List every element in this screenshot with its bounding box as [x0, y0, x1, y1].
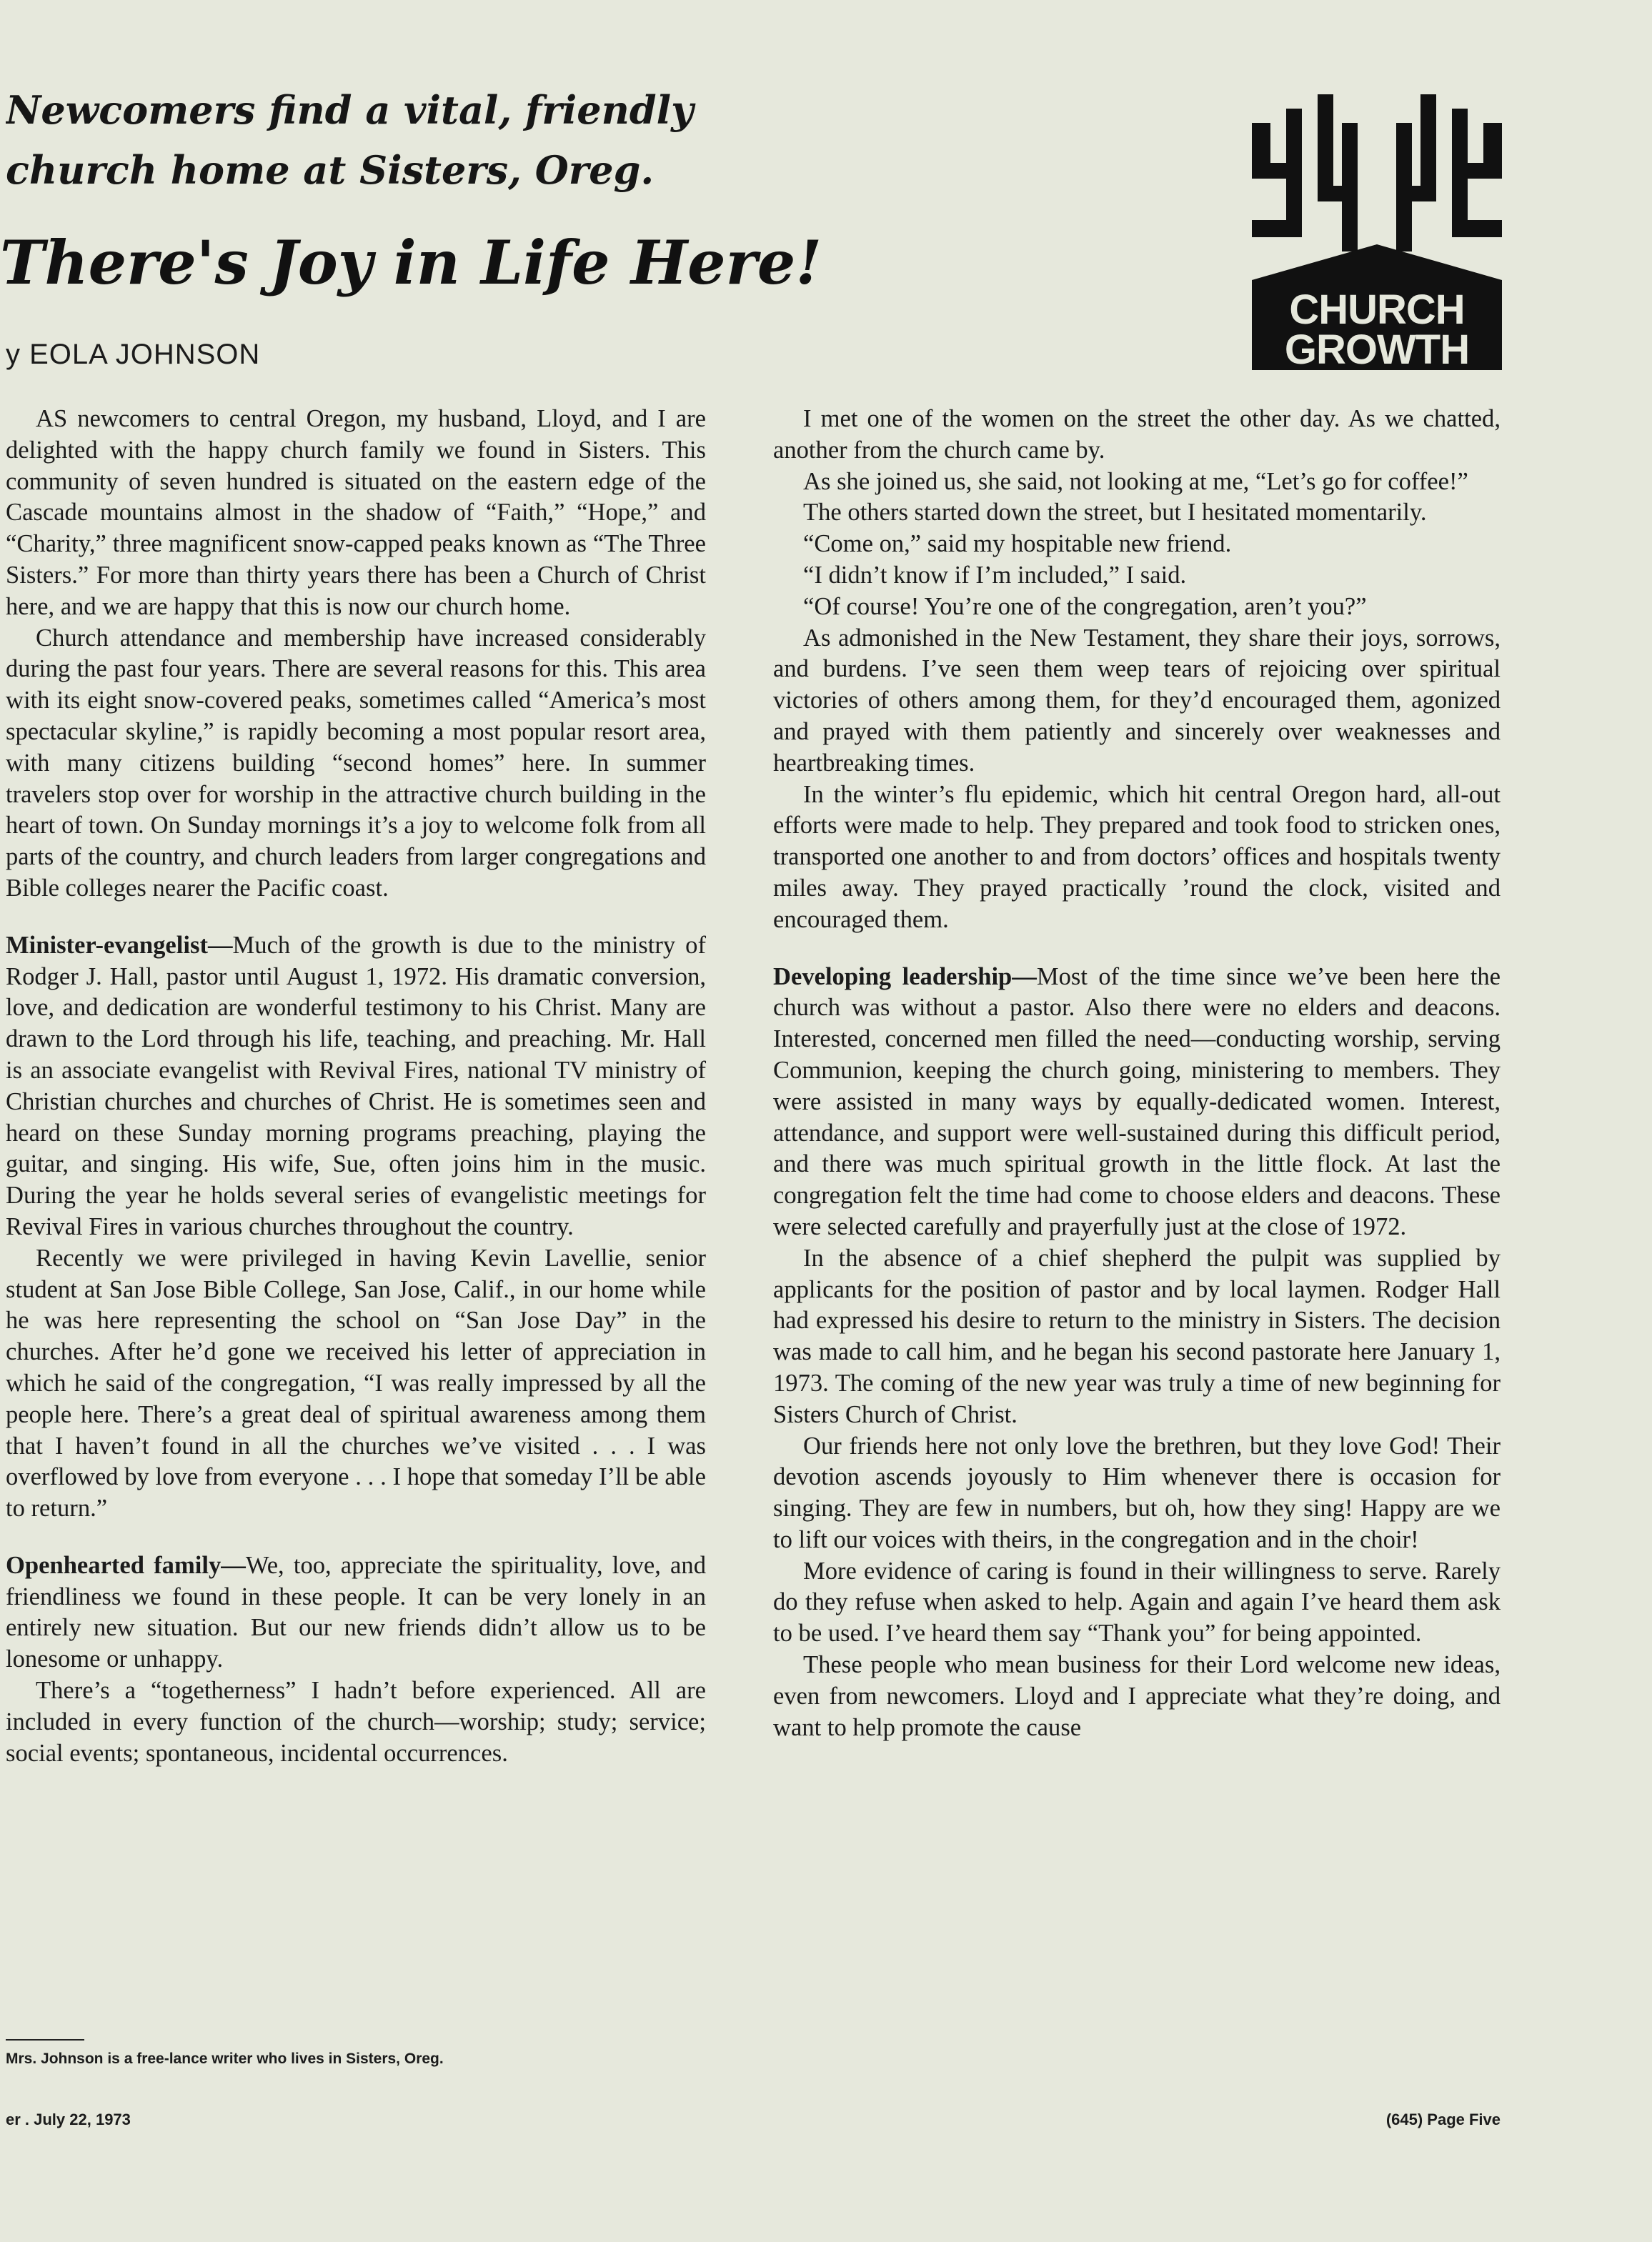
article-paragraph: [773, 467, 1501, 498]
page-number: (645) Page Five: [1385, 2111, 1501, 2128]
article-paragraph: [6, 623, 706, 905]
left-column: [6, 404, 706, 1769]
article-paragraph: [6, 930, 706, 1243]
paragraph-text: I met one of the women on the street the other day. As we chatted, another from the church came by.: [773, 405, 1501, 464]
logo-line-1: CHURCH: [1289, 287, 1465, 333]
paragraph-text: In the winter’s flu epidemic, which hit central Oregon hard, all-out efforts were made to help. They prepared and took food to stricken ones, transported one another to and from doctors’ offices and hospitals twenty miles away. They prayed practically ’round the clock, visited and encouraged them.: [773, 780, 1501, 933]
paragraph-text: These people who mean business for their Lord welcome new ideas, even from newcomers. Lloyd and I appreciate what they’re doing, and want to help promote the cause: [773, 1651, 1501, 1741]
section-subhead: Openhearted family—: [6, 1551, 246, 1579]
issue-date: er . July 22, 1973: [6, 2111, 131, 2128]
article-paragraph: [773, 779, 1501, 936]
article-kicker: [6, 80, 756, 200]
paragraph-text: In the absence of a chief shepherd the pulpit was supplied by applicants for the position of pastor and by local laymen. Rodger Hall had expressed his desire to return to the ministry in Sisters. The decision was made to call him, and he began his second pastorate here January 1, 1973. The coming of the new year was truly a time of new beginning for Sisters Church of Christ.: [773, 1244, 1501, 1428]
article-paragraph: [773, 497, 1501, 529]
paragraph-text: As admonished in the New Testament, they share their joys, sorrows, and burdens. I’ve seen them weep tears of rejoicing over spiritual victories of others among them, for they’d encouraged them, agonized and prayed with them patiently and sincerely over weaknesses and heartbreaking times.: [773, 624, 1501, 777]
paragraph-text: “Of course! You’re one of the congregation, aren’t you?”: [803, 592, 1367, 620]
article-byline: y EOLA JOHNSON: [6, 339, 261, 370]
paragraph-text: Much of the growth is due to the ministry of Rodger J. Hall, pastor until August 1, 1972. His dramatic conversion, love, and dedication are wonderful testimony to his Christ. Many are drawn to the Lord through his life, teaching, and preaching. Mr. Hall is an associate evangelist with Revival Fires, national TV ministry of Christian churches and churches of Christ. He is sometimes seen and heard on these Sunday morning programs preaching, playing the guitar, and singing. His wife, Sue, often joins him in the music. During the year he holds several series of evangelistic meetings for Revival Fires in various churches throughout the country.: [6, 931, 706, 1240]
article-paragraph: [6, 1675, 706, 1769]
section-subhead: Minister-evangelist—: [6, 931, 233, 959]
paragraph-text: “Come on,” said my hospitable new friend.: [803, 530, 1232, 558]
article-paragraph: [6, 404, 706, 623]
paragraph-text: The others started down the street, but I hesitated momentarily.: [803, 499, 1427, 527]
author-footnote: Mrs. Johnson is a free-lance writer who lives in Sisters, Oreg.: [6, 2051, 444, 2067]
church-growth-logo: [1252, 94, 1502, 373]
article-paragraph: [773, 1431, 1501, 1556]
article-title: There's Joy in Life Here!: [0, 227, 822, 298]
kicker-line-2: church home at Sisters, Oreg.: [6, 147, 655, 193]
paragraph-text: As she joined us, she said, not looking at me, “Let’s go for coffee!”: [803, 467, 1468, 495]
article-paragraph: [773, 1243, 1501, 1431]
paragraph-text: Most of the time since we’ve been here the church was without a pastor. Also there were no elders and deacons. Interested, concerned men filled the need—conducting worship, serving Communion, keeping the church going, ministering to members. They were assisted in many ways by equally-dedicated women. Interest, attendance, and support were well-sustained during this difficult period, and there was much spiritual growth in the little flock. At last the congregation felt the time had come to choose elders and deacons. These were selected carefully and prayerfully just at the close of 1972.: [773, 962, 1501, 1240]
article-paragraph: [773, 592, 1501, 623]
paragraph-text: Church attendance and membership have increased considerably during the past four years. There are several reasons for this. This area with its eight snow-covered peaks, sometimes called “America’s most spectacular skyline,” is rapidly becoming a most popular resort area, with many citizens building “second homes” here. In summer travelers stop over for worship in the attractive church building in the heart of town. On Sunday mornings it’s a joy to welcome folk from all parts of the country, and church leaders from larger congregations and Bible colleges nearer the Pacific coast.: [6, 624, 706, 902]
section-subhead: Developing leadership—: [773, 962, 1037, 990]
article-paragraph: [6, 1550, 706, 1675]
paragraph-text: More evidence of caring is found in their willingness to serve. Rarely do they refuse when asked to help. Again and again I’ve heard them ask to be used. I’ve heard them say “Thank you” for being appointed.: [773, 1557, 1501, 1648]
paragraph-text: Our friends here not only love the brethren, but they love God! Their devotion ascends joyously to Him whenever there is occasion for singing. They are few in numbers, but oh, how they sing! Happy are we to lift our voices with theirs, in the congregation and in the choir!: [773, 1432, 1501, 1553]
paragraph-text: AS newcomers to central Oregon, my husband, Lloyd, and I are delighted with the happy church family we found in Sisters. This community of seven hundred is situated on the eastern edge of the Cascade mountains almost in the shadow of “Faith,” “Hope,” and “Charity,” three magnificent snow-capped peaks known as “The Three Sisters.” For more than thirty years there has been a Church of Christ here, and we are happy that this is now our church home.: [6, 405, 706, 620]
article-paragraph: [773, 623, 1501, 779]
footnote-rule: [6, 2039, 84, 2041]
right-column: [773, 404, 1501, 1743]
article-paragraph: [773, 529, 1501, 560]
article-paragraph: [773, 1556, 1501, 1650]
kicker-line-1: Newcomers find a vital, friendly: [6, 87, 694, 133]
article-paragraph: [773, 560, 1501, 592]
paragraph-text: We, too, appreciate the spirituality, love, and friendliness we found in these people. It can be very lonely in an entirely new situation. But our new friends didn’t allow us to be lonesome or unhappy.: [6, 1551, 706, 1673]
article-paragraph: [773, 404, 1501, 467]
paragraph-text: Recently we were privileged in having Kevin Lavellie, senior student at San Jose Bible College, San Jose, Calif., in our home while he was here representing the school on “San Jose Day” in the churches. After he’d gone we received his letter of appreciation in which he said of the congregation, “I was really impressed by all the people here. There’s a great deal of spiritual awareness among them that I haven’t found in all the churches we’ve visited . . . I was overflowed by love from everyone . . . I hope that someday I’ll be able to return.”: [6, 1244, 706, 1523]
paragraph-text: “I didn’t know if I’m included,” I said.: [803, 561, 1187, 589]
article-paragraph: [773, 1650, 1501, 1743]
article-paragraph: [773, 962, 1501, 1243]
article-paragraph: [6, 1243, 706, 1525]
logo-line-2: GROWTH: [1284, 327, 1470, 373]
paragraph-text: There’s a “togetherness” I hadn’t before experienced. All are included in every function of the church—worship; study; service; social events; spontaneous, incidental occurrences.: [6, 1677, 706, 1767]
